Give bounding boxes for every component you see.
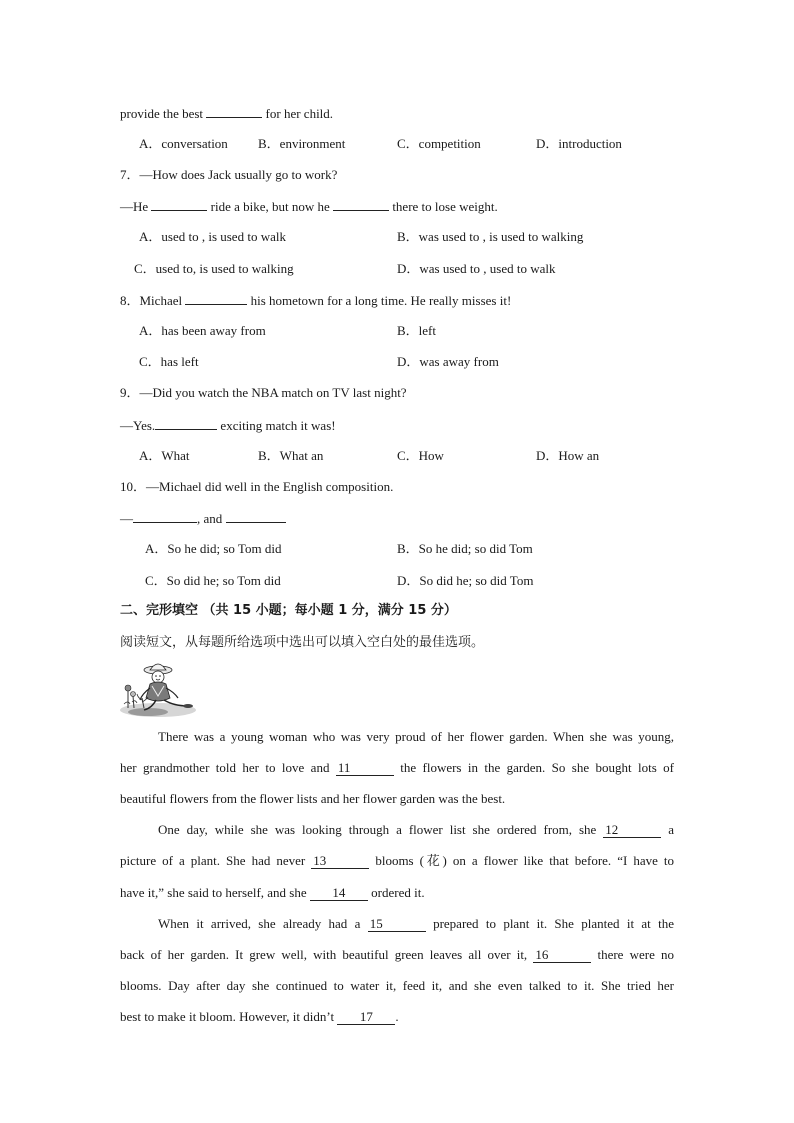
q7-reply — [120, 198, 498, 215]
q7-reply-text-c: there to lose weight. — [392, 199, 498, 214]
passage-p2-line1-b: a — [668, 822, 675, 837]
section-2-title: 二、完形填空 （共 15 小题；每小题 1 分，满分 15 分） — [120, 603, 457, 618]
q7-option-c: C．used to, is used to walking — [134, 261, 294, 276]
q7-reply-text-a: —He — [120, 199, 149, 214]
q8-option-d: D．was away from — [397, 354, 499, 369]
q6-option-d: D．introduction — [536, 136, 622, 151]
passage-p2-line2 — [120, 853, 674, 869]
q8-stem-text-a: 8．Michael — [120, 293, 183, 308]
passage-p3-line2-b: there were no — [597, 947, 674, 962]
q7-option-a: A．used to , is used to walk — [139, 229, 286, 244]
passage-p2-line2-a: picture of a plant. She had never — [120, 853, 306, 868]
q8-option-a: A．has been away from — [139, 323, 266, 338]
passage-p1-line2 — [120, 760, 674, 776]
passage-p1-line2-a: her grandmother told her to love and — [120, 760, 330, 775]
q10-option-a: A．So he did; so Tom did — [145, 541, 282, 556]
q9-stem: 9．—Did you watch the NBA match on TV last night? — [120, 385, 407, 400]
q10-option-c: C．So did he; so Tom did — [145, 573, 281, 588]
q9-option-a: A．What — [139, 448, 190, 463]
q7-option-b: B．was used to , is used to walking — [397, 229, 584, 244]
q10-reply-text-b: , and — [197, 511, 223, 526]
q8-stem-text-b: his hometown for a long time. He really misses it! — [250, 293, 512, 308]
q6-option-c: C．competition — [397, 136, 481, 151]
q8-stem — [120, 292, 511, 309]
passage-p2-line1-a: One day, while she was looking through a flower list she ordered from, she — [158, 822, 597, 837]
q6-option-b: B．environment — [258, 136, 346, 151]
q10-option-d: D．So did he; so did Tom — [397, 573, 534, 588]
q10-reply — [120, 510, 286, 527]
blank-16: 16 — [533, 948, 591, 963]
passage-p3-line1-a: When it arrived, she already had a — [158, 916, 361, 931]
q10-blank-1 — [133, 510, 197, 523]
passage-p2-line2-b: blooms (花) on a flower like that before. “I have to — [375, 853, 675, 868]
q9-option-b: B．What an — [258, 448, 324, 463]
q8-option-c: C．has left — [139, 354, 199, 369]
blank-13: 13 — [311, 854, 369, 869]
passage-p3-line4-a: best to make it bloom. However, it didn’t — [120, 1009, 335, 1024]
q6-stem-tail — [120, 105, 333, 122]
passage-p3-line1-b: prepared to plant it. She planted it at the — [433, 916, 674, 931]
section-2-instruction: 阅读短文，从每题所给选项中选出可以填入空白处的最佳选项。 — [120, 635, 485, 650]
blank-12: 12 — [603, 823, 661, 838]
q8-option-b: B．left — [397, 323, 436, 338]
passage-p1-line2-b: the flowers in the garden. So she bought lots of — [400, 760, 675, 775]
q9-reply — [120, 417, 336, 434]
passage-p3-line2-a: back of her garden. It grew well, with beautiful green leaves all over it, — [120, 947, 528, 962]
q10-option-b: B．So he did; so did Tom — [397, 541, 533, 556]
q9-option-c: C．How — [397, 448, 444, 463]
q7-blank-1 — [151, 198, 207, 211]
passage-p1-line1: There was a young woman who was very proud of her flower garden. When she was young, — [158, 729, 674, 744]
q10-stem: 10．—Michael did well in the English composition. — [120, 479, 394, 494]
gardener-illustration — [118, 660, 200, 720]
q7-reply-text-b: ride a bike, but now he — [210, 199, 330, 214]
passage-p1-line3: beautiful flowers from the flower lists and her flower garden was the best. — [120, 791, 506, 806]
blank-17: 17 — [337, 1010, 395, 1025]
q6-blank — [206, 105, 262, 118]
q9-reply-text-b: exciting match it was! — [220, 418, 336, 433]
q6-stem-text-a: provide the best — [120, 106, 204, 121]
q10-blank-2 — [226, 510, 286, 523]
q10-reply-text-a: — — [120, 511, 133, 526]
passage-p3-line2 — [120, 947, 674, 963]
q9-reply-text-a: —Yes. — [120, 418, 156, 433]
blank-14: 14 — [310, 886, 368, 901]
q9-blank — [155, 417, 217, 430]
q7-blank-2 — [333, 198, 389, 211]
passage-p3-line4 — [120, 1009, 399, 1025]
q9-option-d: D．How an — [536, 448, 600, 463]
passage-p2-line3-a: have it,” she said to herself, and she — [120, 885, 307, 900]
blank-11: 11 — [336, 761, 394, 776]
passage-p3-line4-b: . — [395, 1009, 399, 1024]
q8-blank — [185, 292, 247, 305]
q6-option-a: A．conversation — [139, 136, 228, 151]
q7-stem: 7．—How does Jack usually go to work? — [120, 167, 338, 182]
q7-option-d: D．was used to , used to walk — [397, 261, 556, 276]
passage-p3-line1 — [158, 916, 674, 932]
passage-p2-line1 — [158, 822, 674, 838]
passage-p3-line3: blooms. Day after day she continued to water it, feed it, and she even talked to it. She tried her — [120, 978, 674, 993]
q6-stem-text-b: for her child. — [265, 106, 334, 121]
passage-p2-line3 — [120, 885, 425, 901]
blank-15: 15 — [368, 917, 426, 932]
passage-p2-line3-b: ordered it. — [371, 885, 425, 900]
